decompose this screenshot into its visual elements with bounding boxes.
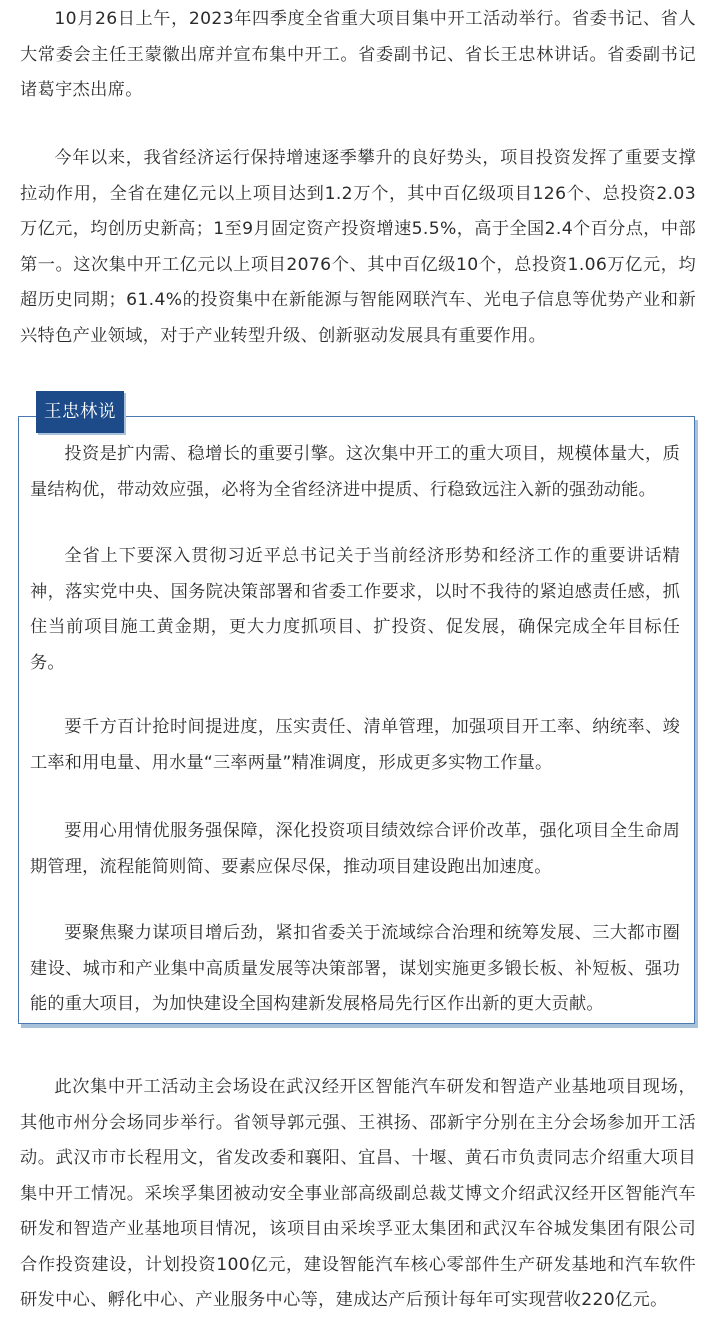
article-paragraph-intro: 10月26日上午，2023年四季度全省重大项目集中开工活动举行。省委书记、省人大常委会主任王蒙徽出席并宣布集中开工。省委副书记、省长王忠林讲话。省委副书记诸葛宇杰出席。 bbox=[20, 9, 696, 100]
quote-paragraph-3: 要千方百计抢时间提进度，压实责任、清单管理，加强项目开工率、纳统率、竣工率和用电量、用水量“三率两量”精准调度，形成更多实物工作量。 bbox=[30, 717, 680, 773]
article-paragraph-economy: 今年以来，我省经济运行保持增速逐季攀升的良好势头，项目投资发挥了重要支撑拉动作用，全省在建亿元以上项目达到1.2万个，其中百亿级项目126个、总投资2.03万亿元，均创历史新高；1至9月固定资产投资增速5.5%，高于全国2.4个百分点，中部第一。这次集中开工亿元以上项目2076个、其中百亿级10个，总投资1.06万亿元，均超历史同期；61.4%的投资集中在新能源与智能网联汽车、光电子信息等优势产业和新兴特色产业领域，对于产业转型升级、创新驱动发展具有重要作用。 bbox=[20, 148, 696, 346]
quote-tag: 王忠林说 bbox=[36, 391, 124, 433]
quote-paragraph-5: 要聚焦聚力谋项目增后劲，紧扣省委关于流域综合治理和统筹发展、三大都市圈建设、城市和产业集中高质量发展等决策部署，谋划实施更多锻长板、补短板、强功能的重大项目，为加快建设全国构建新发展格局先行区作出新的更大贡献。 bbox=[30, 923, 680, 1014]
quote-paragraph-1: 投资是扩内需、稳增长的重要引擎。这次集中开工的重大项目，规模体量大，质量结构优，带动效应强，必将为全省经济进中提质、行稳致远注入新的强劲动能。 bbox=[30, 444, 680, 500]
quote-paragraph-2: 全省上下要深入贯彻习近平总书记关于当前经济形势和经济工作的重要讲话精神，落实党中央、国务院决策部署和省委工作要求，以时不我待的紧迫感责任感，抓住当前项目施工黄金期，更大力度抓项目、扩投资、促发展，确保完成全年目标任务。 bbox=[30, 546, 680, 673]
quote-paragraph-4: 要用心用情优服务强保障，深化投资项目绩效综合评价改革，强化项目全生命周期管理，流程能简则简、要素应保尽保，推动项目建设跑出加速度。 bbox=[30, 821, 680, 877]
article-paragraph-venue: 此次集中开工活动主会场设在武汉经开区智能汽车研发和智造产业基地项目现场，其他市州分会场同步举行。省领导郭元强、王祺扬、邵新宇分别在主分会场参加开工活动。武汉市市长程用文，省发改委和襄阳、宜昌、十堰、黄石市负责同志介绍重大项目集中开工情况。采埃孚集团被动安全事业部高级副总裁艾博文介绍武汉经开区智能汽车研发和智造产业基地项目情况，该项目由采埃孚亚太集团和武汉车谷城发集团有限公司合作投资建设，计划投资100亿元，建设智能汽车核心零部件生产研发基地和汽车软件研发中心、孵化中心、产业服务中心等，建成达产后预计每年可实现营收220亿元。 bbox=[20, 1077, 696, 1310]
